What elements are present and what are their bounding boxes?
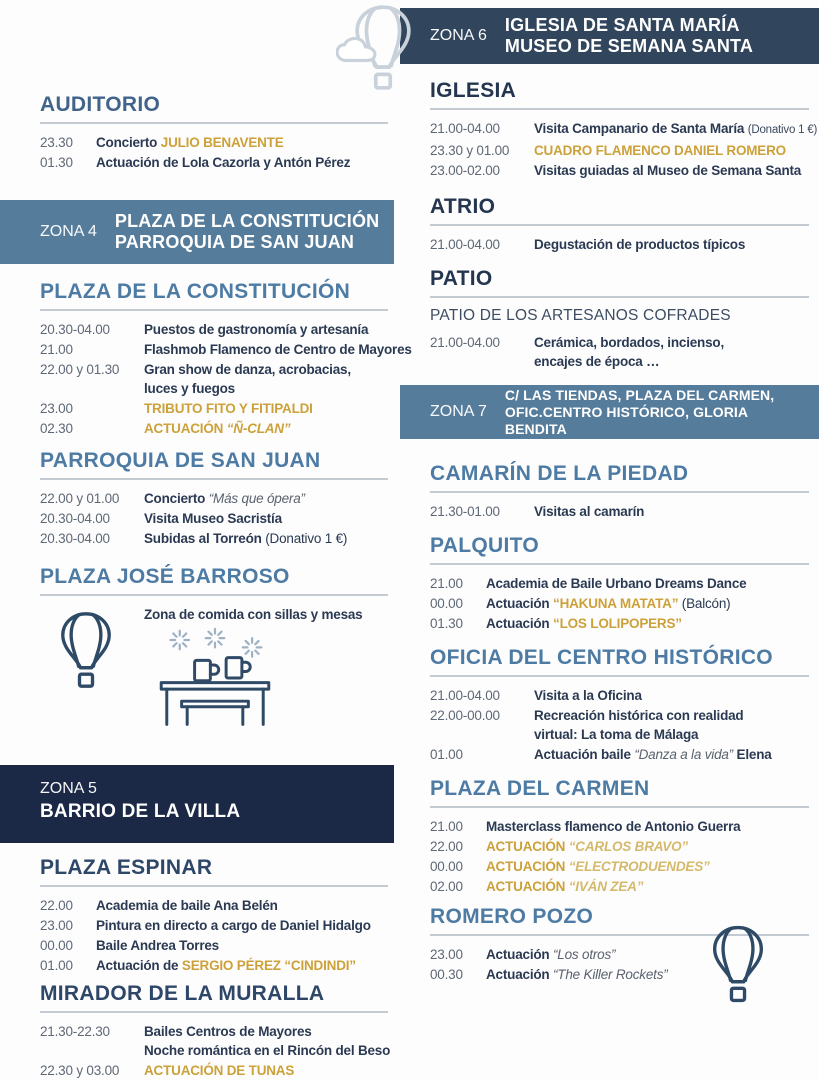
zone-title <box>505 15 753 57</box>
text-segment: ACTUACIÓN <box>486 839 569 854</box>
zone-title <box>115 211 379 253</box>
event-line <box>96 153 350 172</box>
event-description <box>534 686 642 705</box>
time-label: 21.30-22.30 <box>40 1024 110 1039</box>
heading-underline <box>430 563 809 565</box>
time-label: 20.30-04.00 <box>40 322 110 337</box>
event-line <box>144 529 347 548</box>
text-segment: ACTUACIÓN <box>486 879 569 894</box>
event-description <box>486 877 643 896</box>
section-heading: AUDITORIO <box>40 93 161 116</box>
right-column <box>400 0 819 985</box>
time-label: 21.00-04.00 <box>430 335 500 350</box>
time-label: 01.00 <box>40 958 73 973</box>
time-label: 22.00 <box>40 898 73 913</box>
text-segment: “CARLOS BRAVO” <box>568 839 688 854</box>
event-description <box>534 119 818 140</box>
event-description <box>144 1022 391 1060</box>
event-description <box>534 141 786 160</box>
time-label: 00.00 <box>430 859 463 874</box>
event-description <box>486 965 668 984</box>
event-line <box>486 965 668 984</box>
event-line <box>534 161 801 180</box>
event-line <box>534 235 745 254</box>
schedule-row <box>40 320 388 339</box>
text-segment: Degustación de productos típicos <box>534 237 746 252</box>
event-line <box>144 360 351 379</box>
time-label: 23.30 <box>40 135 73 150</box>
text-segment: Actuación <box>486 947 554 962</box>
schedule-row <box>430 817 809 836</box>
zone-label: ZONA 6 <box>430 27 487 44</box>
time-label: 00.30 <box>430 967 463 982</box>
time-label: 21.00-04.00 <box>430 121 500 136</box>
zone-title-line: MUSEO DE SEMANA SANTA <box>504 36 754 56</box>
heading-underline <box>40 309 388 311</box>
schedule-row <box>430 119 818 140</box>
zone-label: ZONA 5 <box>40 780 97 797</box>
text-segment: ACTUACIÓN <box>486 859 569 874</box>
section-heading: MIRADOR DE LA MURALLA <box>40 982 325 1005</box>
heading-underline <box>40 594 388 596</box>
time-label: 00.00 <box>40 938 73 953</box>
text-segment: Noche romántica en el Rincón del Beso <box>144 1043 391 1058</box>
text-segment: Visita Campanario de Santa María <box>534 121 748 136</box>
time-label: 21.00 <box>430 576 463 591</box>
time-label: 23.00 <box>40 918 73 933</box>
text-segment: Academia de baile Ana Belén <box>96 898 278 913</box>
schedule-row <box>430 686 809 705</box>
text-segment: TRIBUTO FITO Y FITIPALDI <box>144 401 313 416</box>
event-description <box>144 489 305 508</box>
text-segment: Academia de Baile Urbano Dreams Dance <box>486 576 747 591</box>
event-description <box>96 133 284 152</box>
schedule-row <box>430 837 809 856</box>
time-label: 01.30 <box>430 616 463 631</box>
text-segment: JULIO BENAVENTE <box>160 135 284 150</box>
event-description <box>144 529 347 548</box>
hot-air-balloon-icon <box>336 4 414 113</box>
zone-title-line: PLAZA DE LA CONSTITUCIÓN <box>114 211 380 231</box>
text-segment: Actuación <box>486 596 554 611</box>
text-segment: Concierto <box>144 491 209 506</box>
time-label: 02.30 <box>40 421 73 436</box>
zone-title <box>40 801 386 822</box>
schedule-row <box>40 419 388 438</box>
zone-banner-zona5 <box>0 765 394 843</box>
schedule-row <box>430 574 809 593</box>
event-description <box>144 399 313 418</box>
time-label: 20.30-04.00 <box>40 531 110 546</box>
event-line <box>96 896 278 915</box>
time-label: 02.00 <box>430 879 463 894</box>
section-heading: PLAZA JOSÉ BARROSO <box>40 565 290 588</box>
event-line <box>534 352 724 371</box>
event-description <box>534 333 724 371</box>
text-segment: luces y fuegos <box>144 381 235 396</box>
time-label: 21.00 <box>430 819 463 834</box>
event-line <box>534 725 743 744</box>
event-description <box>486 857 710 876</box>
section-mirador-muralla <box>0 983 394 1080</box>
event-line <box>96 916 371 935</box>
text-segment: “ELECTRODUENDES” <box>568 859 710 874</box>
time-label: 00.00 <box>430 596 463 611</box>
event-description <box>486 594 730 613</box>
schedule-row <box>40 153 388 172</box>
heading-underline <box>430 806 809 808</box>
event-description <box>486 945 615 964</box>
time-label: 22.00 y 01.00 <box>40 491 120 506</box>
schedule-row <box>40 399 388 418</box>
event-line <box>486 614 682 633</box>
time-label: 23.00 <box>430 947 463 962</box>
text-segment: ACTUACIÓN DE TUNAS <box>144 1063 295 1078</box>
event-description <box>486 817 740 836</box>
event-line <box>144 1061 294 1080</box>
event-description <box>144 1061 294 1080</box>
event-line <box>486 877 643 896</box>
time-label: 23.00-02.00 <box>430 163 500 178</box>
time-label: 22.00 <box>430 839 463 854</box>
time-label: 22.30 y 03.00 <box>40 1063 120 1078</box>
time-label: 21.30-01.00 <box>430 504 500 519</box>
text-segment: Zona de comida con sillas y mesas <box>144 607 363 622</box>
event-line <box>144 509 282 528</box>
time-label: 01.00 <box>430 747 463 762</box>
food-table-icon <box>114 611 276 729</box>
schedule-row <box>430 745 809 764</box>
text-segment: CUADRO FLAMENCO DANIEL ROMERO <box>534 143 786 158</box>
schedule-row <box>40 340 412 359</box>
text-segment: “Más que ópera” <box>208 491 305 506</box>
schedule-row <box>430 333 809 371</box>
event-description <box>144 340 412 359</box>
schedule-row <box>40 133 388 152</box>
text-segment: Gran show de danza, acrobacias, <box>144 362 351 377</box>
schedule-row <box>40 1022 391 1060</box>
text-segment: SERGIO PÉREZ “CINDINDI” <box>181 958 356 973</box>
section-heading: ROMERO POZO <box>430 905 594 928</box>
text-segment: Baile Andrea Torres <box>96 938 219 953</box>
text-segment: Concierto <box>96 135 161 150</box>
event-description <box>486 614 682 633</box>
section-heading: PARROQUIA DE SAN JUAN <box>40 449 321 472</box>
schedule-row <box>40 916 388 935</box>
section-plaza-del-carmen <box>400 778 819 896</box>
zone-title-line: OFIC.CENTRO HISTÓRICO, GLORIA BENDITA <box>504 403 748 437</box>
heading-underline <box>430 491 809 493</box>
section-heading: PALQUITO <box>430 534 539 557</box>
event-line <box>534 333 724 352</box>
hot-air-balloon-icon <box>710 924 766 1009</box>
text-segment: “Los otros” <box>553 947 616 962</box>
text-segment: Visita Museo Sacristía <box>144 511 282 526</box>
section-oficia <box>400 647 819 764</box>
section-heading: PATIO <box>430 267 493 290</box>
schedule-row <box>430 594 809 613</box>
time-label: 23.00 <box>40 401 73 416</box>
event-line <box>534 119 818 140</box>
section-heading: PLAZA DE LA CONSTITUCIÓN <box>40 280 351 303</box>
heading-underline <box>40 885 388 887</box>
event-line <box>96 133 284 152</box>
heading-underline <box>430 296 809 298</box>
event-description <box>534 235 745 254</box>
text-segment: (Donativo 1 €) <box>747 124 818 136</box>
schedule-row <box>40 509 388 528</box>
text-segment: Subidas al Torreón <box>144 531 266 546</box>
event-line <box>96 936 219 955</box>
text-segment: Actuación baile <box>534 747 635 762</box>
zone-banner-zona6 <box>400 8 819 64</box>
text-segment: Cerámica, bordados, incienso, <box>534 335 725 350</box>
section-subtitle: PATIO DE LOS ARTESANOS COFRADES <box>430 307 731 324</box>
section-auditorio <box>0 94 394 172</box>
event-description <box>96 916 371 935</box>
event-line <box>96 956 356 975</box>
text-segment: Actuación <box>486 967 554 982</box>
text-segment: “Danza a la vida” <box>634 747 733 762</box>
section-palquito <box>400 535 819 633</box>
event-description <box>96 956 356 975</box>
heading-underline <box>40 122 388 124</box>
section-heading: PLAZA DEL CARMEN <box>430 777 650 800</box>
zone-banner-zona7 <box>400 385 819 439</box>
balloon-icon <box>58 611 114 689</box>
text-segment: Bailes Centros de Mayores <box>144 1024 312 1039</box>
text-segment: “Ñ-CLAN” <box>226 421 291 436</box>
text-segment: Puestos de gastronomía y artesanía <box>144 322 369 337</box>
section-plaza-espinar <box>0 857 394 975</box>
zone-title-line: IGLESIA DE SANTA MARÍA <box>504 15 740 35</box>
section-heading: CAMARÍN DE LA PIEDAD <box>430 462 689 485</box>
time-label: 01.30 <box>40 155 73 170</box>
event-description <box>144 360 351 398</box>
event-line <box>144 340 412 359</box>
text-segment: Recreación histórica con realidad <box>534 708 744 723</box>
text-segment: Actuación de <box>96 958 182 973</box>
schedule-row <box>40 956 388 975</box>
section-iglesia <box>400 80 819 180</box>
zone-title-line: BARRIO DE LA VILLA <box>40 801 241 822</box>
zone-banner-zona4 <box>0 200 394 264</box>
schedule-row <box>430 706 809 744</box>
event-line <box>486 857 710 876</box>
zone-title-line: C/ LAS TIENDAS, PLAZA DEL CARMEN, <box>504 386 775 403</box>
text-segment: Visita a la Oficina <box>534 688 642 703</box>
event-description <box>534 745 772 764</box>
event-line <box>144 1022 388 1041</box>
section-heading: OFICIA DEL CENTRO HISTÓRICO <box>430 646 773 669</box>
event-description <box>486 837 688 856</box>
schedule-row <box>40 896 388 915</box>
text-segment: Elena <box>732 747 772 762</box>
event-line <box>486 837 688 856</box>
section-patio <box>400 268 819 371</box>
schedule-row <box>430 857 809 876</box>
schedule-row <box>40 489 388 508</box>
section-camarin <box>400 463 819 521</box>
event-line <box>534 502 644 521</box>
schedule-row <box>40 529 388 548</box>
schedule-row <box>40 360 388 398</box>
schedule-row <box>430 502 809 521</box>
heading-underline <box>430 224 809 226</box>
event-description <box>144 419 290 438</box>
text-segment: ACTUACIÓN <box>144 421 227 436</box>
zone-title-line: PARROQUIA DE SAN JUAN <box>114 232 355 252</box>
text-segment: “IVÁN ZEA” <box>568 879 644 894</box>
section-heading: ATRIO <box>430 195 496 218</box>
text-segment: Flashmob Flamenco de Centro de Mayores <box>144 342 412 357</box>
event-line <box>144 399 313 418</box>
text-segment: (Donativo 1 €) <box>265 531 348 546</box>
event-line <box>486 945 615 964</box>
section-atrio <box>400 196 819 254</box>
heading-underline <box>430 675 809 677</box>
icon-strip <box>58 611 388 729</box>
event-description <box>534 161 801 180</box>
schedule-row <box>430 235 809 254</box>
time-label: 21.00-04.00 <box>430 688 500 703</box>
text-segment: virtual: La toma de Málaga <box>534 727 699 742</box>
event-line <box>144 1041 391 1060</box>
time-label: 22.00-00.00 <box>430 708 500 723</box>
section-plaza-jose-barroso <box>0 566 394 729</box>
zone-title <box>505 387 811 438</box>
time-label: 20.30-04.00 <box>40 511 110 526</box>
event-description <box>96 896 278 915</box>
text-segment: Visitas guiadas al Museo de Semana Santa <box>534 163 802 178</box>
text-segment: “LOS LOLIPOPERS” <box>553 616 682 631</box>
section-plaza-constitucion <box>0 280 412 438</box>
time-label: 21.00 <box>40 342 73 357</box>
zone-label: ZONA 7 <box>430 403 487 420</box>
time-label: 23.30 y 01.00 <box>430 143 510 158</box>
event-description <box>96 153 350 172</box>
event-line <box>144 320 368 339</box>
event-line <box>534 141 786 160</box>
event-line <box>144 489 305 508</box>
event-line <box>144 419 290 438</box>
event-description <box>144 509 282 528</box>
heading-underline <box>40 1011 388 1013</box>
event-line <box>144 379 351 398</box>
event-line <box>486 594 730 613</box>
section-heading: IGLESIA <box>430 79 517 102</box>
section-heading: PLAZA ESPINAR <box>40 856 213 879</box>
text-segment: (Balcón) <box>678 596 731 611</box>
schedule-row <box>430 161 809 180</box>
event-description <box>144 320 368 339</box>
event-line <box>534 745 772 764</box>
event-description <box>96 936 219 955</box>
text-segment: Actuación <box>486 616 554 631</box>
schedule-row <box>430 877 809 896</box>
time-label: 21.00-04.00 <box>430 237 500 252</box>
event-line <box>486 817 740 836</box>
text-segment: Visitas al camarín <box>534 504 645 519</box>
event-description <box>534 502 644 521</box>
event-line <box>486 574 746 593</box>
text-segment: encajes de época … <box>534 354 660 369</box>
schedule-row <box>430 614 809 633</box>
event-description <box>486 574 746 593</box>
text-segment: Actuación de Lola Cazorla y Antón Pérez <box>96 155 351 170</box>
section-parroquia-san-juan <box>0 450 394 548</box>
heading-underline <box>430 108 809 110</box>
schedule-row <box>430 141 809 160</box>
text-segment: Masterclass flamenco de Antonio Guerra <box>486 819 741 834</box>
event-description <box>534 706 743 744</box>
zone-label: ZONA 4 <box>40 223 97 240</box>
heading-underline <box>40 478 388 480</box>
schedule-row <box>40 1061 388 1080</box>
text-segment: “The Killer Rockets” <box>553 967 668 982</box>
schedule-row <box>40 936 388 955</box>
event-line <box>534 706 743 725</box>
time-label: 22.00 y 01.30 <box>40 362 120 377</box>
text-segment: “HAKUNA MATATA” <box>553 596 679 611</box>
text-segment: Pintura en directo a cargo de Daniel Hidalgo <box>96 918 371 933</box>
event-line <box>534 686 642 705</box>
